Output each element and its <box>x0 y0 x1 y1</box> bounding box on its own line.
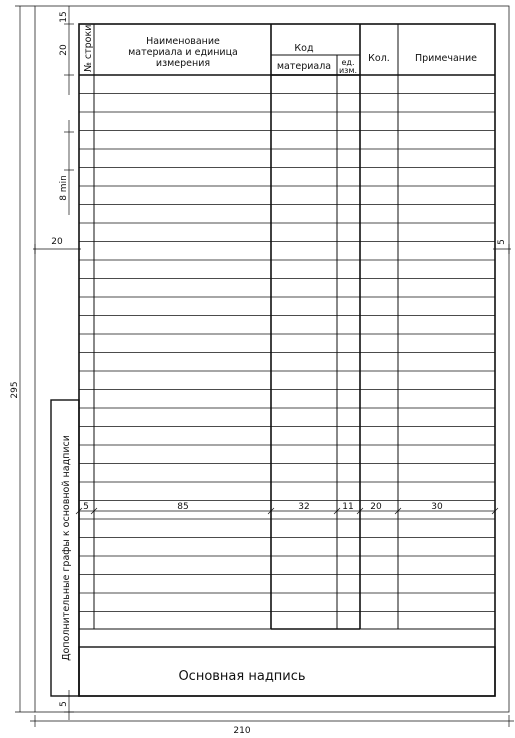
inner-frame <box>79 24 495 696</box>
dim-sheet-height: 295 <box>10 381 20 399</box>
header-code-unit-2: изм. <box>338 66 358 75</box>
header-name-line3: измерения <box>155 58 211 69</box>
title-block-label: Основная надпись <box>178 669 306 684</box>
header-code: Код <box>294 43 314 54</box>
header-name-line1: Наименование <box>146 36 220 47</box>
dim-col-code-material: 32 <box>298 502 310 512</box>
dim-col-code-unit: 11 <box>342 502 354 512</box>
dim-right-margin: 5 <box>497 239 507 245</box>
header-quantity: Кол. <box>368 53 390 64</box>
dim-left-margin: 20 <box>51 237 63 247</box>
dim-row-pitch: 8 min <box>59 175 69 201</box>
dim-bottom-margin: 5 <box>59 701 69 707</box>
header-note: Примечание <box>414 53 478 64</box>
header-code-material: материала <box>276 61 332 72</box>
dimension-lines <box>15 6 514 727</box>
column-lines <box>79 24 495 629</box>
header-code-unit-1: ед. <box>341 58 355 67</box>
header-row-number: № строки <box>83 24 94 72</box>
dim-sheet-width: 210 <box>233 726 251 736</box>
dim-col-note: 30 <box>431 502 443 512</box>
row-lines <box>79 94 495 612</box>
dim-col-name: 85 <box>177 502 189 512</box>
dim-top-small: 15 <box>59 11 69 23</box>
header-name-line2: материала и единица <box>128 47 238 58</box>
dim-header-height: 20 <box>59 44 69 56</box>
dim-col-rownum: 5 <box>83 502 89 512</box>
additional-columns-label: Дополнительные графы к основной надписи <box>61 435 72 661</box>
dim-col-qty: 20 <box>370 502 382 512</box>
